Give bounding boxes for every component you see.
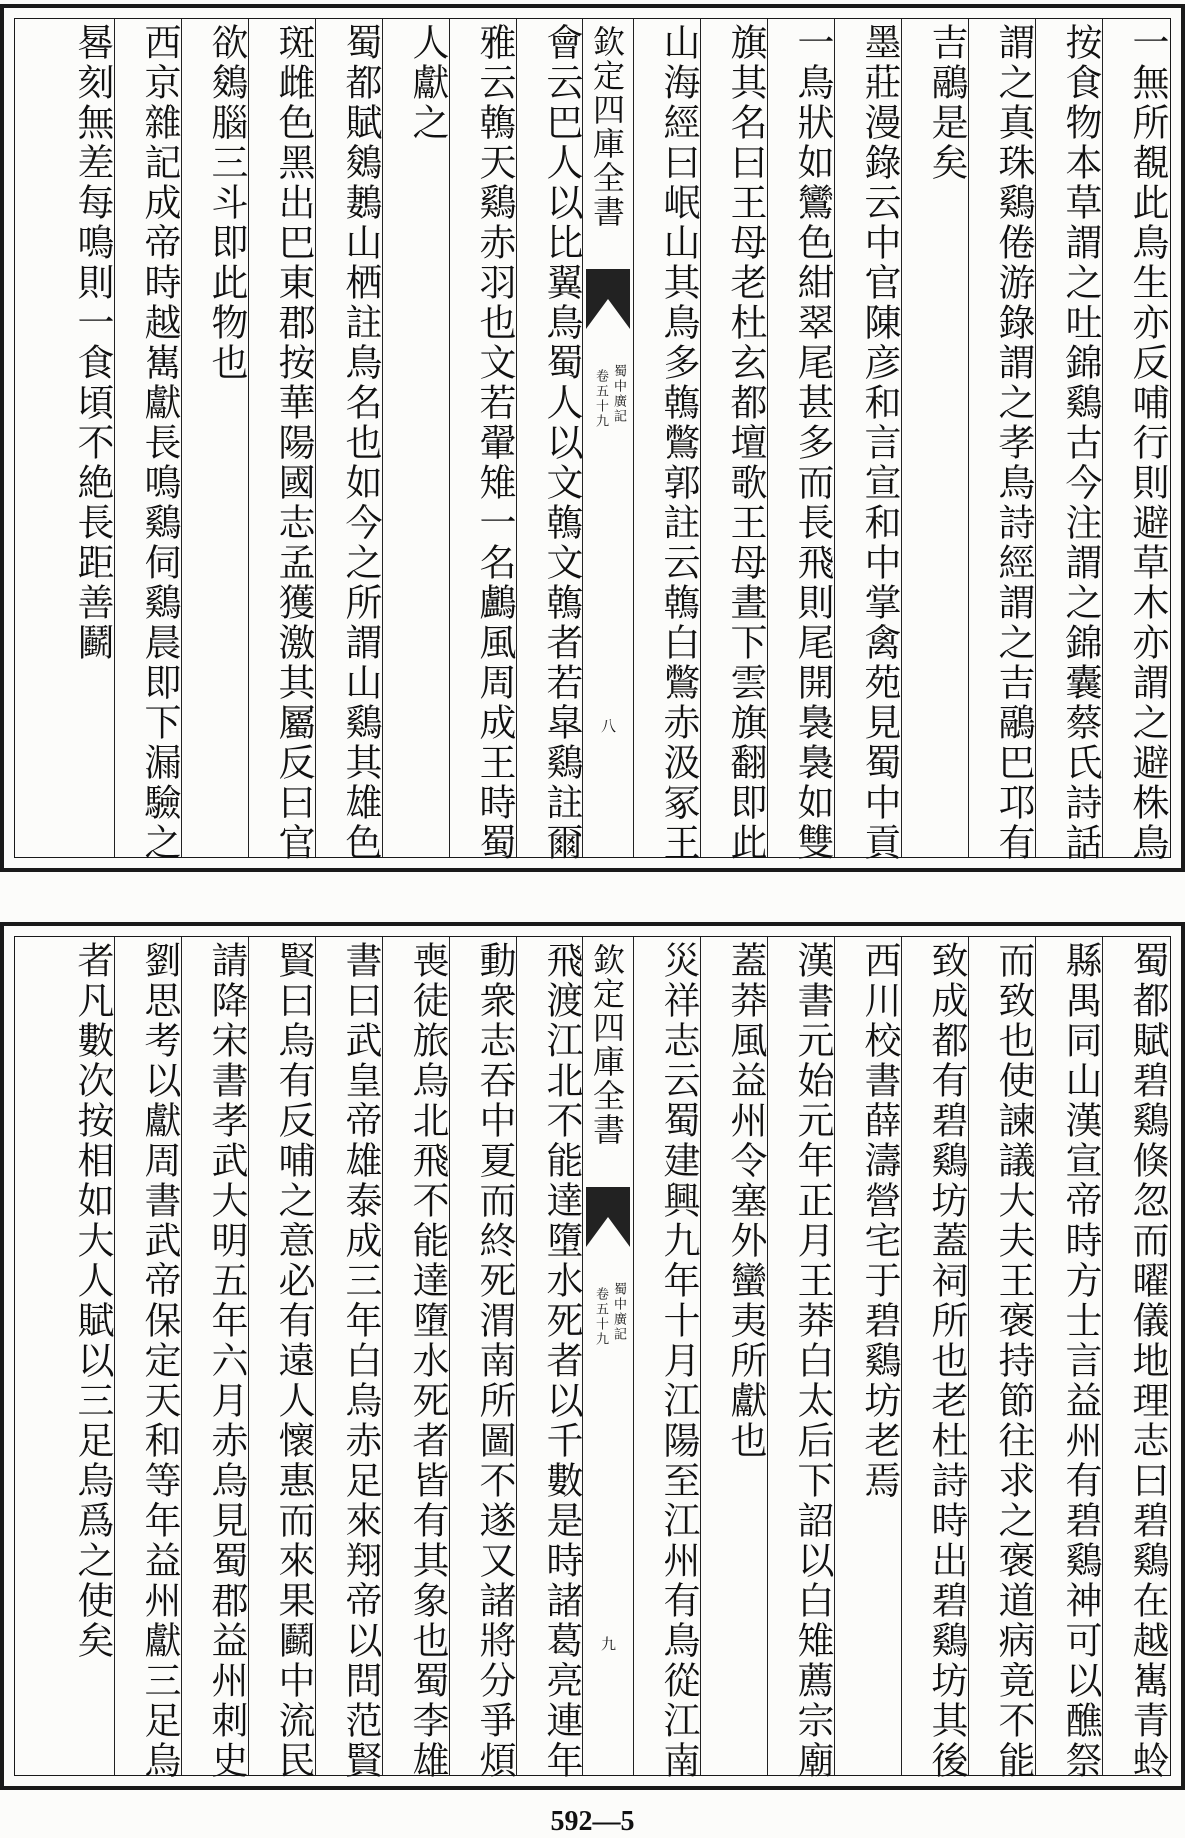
text-column: 會云巴人以比翼鳥蜀人以文鶾文鶾者若皐鷄註爾 — [540, 23, 583, 863]
column-rule — [248, 937, 249, 1775]
page-footer-number: 592—5 — [550, 1806, 635, 1837]
lower-page — [0, 922, 1185, 1790]
center-band — [582, 937, 634, 1775]
column-rule — [1035, 19, 1036, 857]
column-rule — [516, 19, 517, 857]
column-rule — [449, 937, 450, 1775]
column-rule — [834, 19, 835, 857]
column-rule — [968, 937, 969, 1775]
band-title: 欽定四庫全書 — [588, 25, 626, 229]
column-rule — [315, 19, 316, 857]
band-volume: 卷五十九 — [593, 369, 608, 429]
text-column: 劉思考以獻周書武帝保定天和等年益州獻三足烏 — [138, 941, 181, 1781]
column-rule — [834, 937, 835, 1775]
upper-page-frame — [14, 18, 1171, 863]
center-band — [582, 19, 634, 857]
column-rule — [1102, 19, 1103, 857]
text-column: 雅云鶾天鷄赤羽也文若翬雉一名鸕風周成王時蜀 — [473, 23, 516, 863]
column-rule — [382, 19, 383, 857]
column-rule — [1035, 937, 1036, 1775]
band-page-number: 八 — [601, 717, 617, 735]
text-column: 謂之真珠鷄倦游錄謂之孝鳥詩經謂之吉鷊巴邛有 — [992, 23, 1035, 863]
text-column: 者凡數次按相如大人賦以三足烏爲之使矣 — [71, 941, 114, 1661]
column-rule — [181, 937, 182, 1775]
column-rule — [767, 937, 768, 1775]
text-column: 蓋莽風益州令塞外蠻夷所獻也 — [724, 941, 767, 1461]
band-page-number: 九 — [601, 1635, 617, 1653]
text-column: 西京雜記成帝時越嶲獻長鳴鷄伺鷄晨即下漏驗之 — [138, 23, 181, 863]
column-rule — [382, 937, 383, 1775]
text-column: 人獻之 — [406, 23, 449, 143]
column-rule — [248, 19, 249, 857]
text-column: 而致也使諫議大夫王褒持節往求之褒道病竟不能 — [992, 941, 1035, 1781]
band-title: 欽定四庫全書 — [588, 943, 626, 1147]
text-column: 動衆志吞中夏而終死渭南所圖不遂又諸將分爭煩 — [473, 941, 516, 1781]
column-rule — [700, 19, 701, 857]
column-rule — [901, 937, 902, 1775]
column-rule — [1102, 937, 1103, 1775]
column-rule — [114, 19, 115, 857]
text-column: 致成都有碧鷄坊蓋祠所也老杜詩時出碧鷄坊其後 — [925, 941, 968, 1781]
column-rule — [114, 937, 115, 1775]
text-column: 按食物本草謂之吐錦鷄古今注謂之錦囊蔡氏詩話 — [1059, 23, 1102, 863]
text-column: 西川校書薛濤營宅于碧鷄坊老焉 — [858, 941, 901, 1501]
text-column: 一鳥狀如鸞色紺翠尾甚多而長飛則尾開裊裊如雙 — [791, 23, 834, 863]
text-column: 吉鷊是矣 — [925, 23, 968, 183]
text-column: 蜀都賦鵕鶈山栖註鳥名也如今之所謂山鷄其雄色 — [339, 23, 382, 863]
text-column: 欲鵕腦三斗即此物也 — [205, 23, 248, 383]
upper-page — [0, 4, 1185, 872]
text-column: 一無所覩此鳥生亦反哺行則避草木亦謂之避株鳥 — [1126, 23, 1169, 863]
band-book-name: 蜀中廣記 — [611, 364, 626, 424]
text-column: 書曰武皇帝雄泰成三年白烏赤足來翔帝以問范賢 — [339, 941, 382, 1781]
text-column: 飛渡江北不能達墮水死者以千數是時諸葛亮連年 — [540, 941, 583, 1781]
text-column: 請降宋書孝武大明五年六月赤烏見蜀郡益州刺史 — [205, 941, 248, 1781]
column-rule — [449, 19, 450, 857]
text-column: 旗其名曰王母老杜玄都壇歌王母晝下雲旗翻即此 — [724, 23, 767, 863]
column-rule — [767, 19, 768, 857]
text-column: 漢書元始元年正月王莽白太后下詔以白雉薦宗廟 — [791, 941, 834, 1781]
text-column: 墨莊漫錄云中官陳彦和言宣和中掌禽苑見蜀中貢 — [858, 23, 901, 863]
column-rule — [901, 19, 902, 857]
text-column: 蜀都賦碧鷄倏忽而曜儀地理志曰碧鷄在越嶲青蛉 — [1126, 941, 1169, 1781]
text-column: 災祥志云蜀建興九年十月江陽至江州有鳥從江南 — [657, 941, 700, 1781]
text-column: 賢曰烏有反哺之意必有遠人懷惠而來果鬬中流民 — [272, 941, 315, 1781]
fishtail-mark — [584, 1187, 632, 1257]
text-column: 縣禺同山漢宣帝時方士言益州有碧鷄神可以醮祭 — [1059, 941, 1102, 1781]
lower-page-frame — [14, 936, 1171, 1781]
text-column: 斑雌色黑出巴東郡按華陽國志孟獲激其屬反曰官 — [272, 23, 315, 863]
fishtail-mark — [584, 269, 632, 339]
column-rule — [700, 937, 701, 1775]
text-column: 喪徒旅烏北飛不能達墮水死者皆有其象也蜀李雄 — [406, 941, 449, 1781]
column-rule — [516, 937, 517, 1775]
column-rule — [315, 937, 316, 1775]
text-column: 晷刻無差每鳴則一食頃不絶長距善鬬 — [71, 23, 114, 663]
band-book-name: 蜀中廣記 — [611, 1282, 626, 1342]
column-rule — [968, 19, 969, 857]
text-column: 山海經曰岷山其鳥多鶾鷩郭註云鶾白鷩赤汲冢王 — [657, 23, 700, 863]
band-volume: 卷五十九 — [593, 1287, 608, 1347]
column-rule — [181, 19, 182, 857]
